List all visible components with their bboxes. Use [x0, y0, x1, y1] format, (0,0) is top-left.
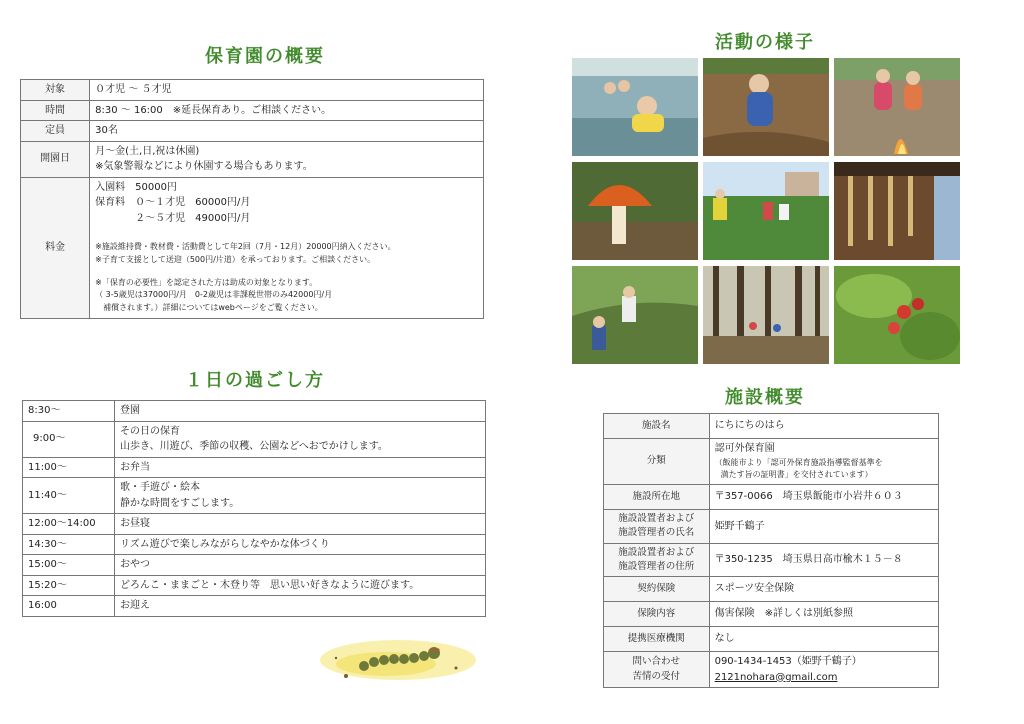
- open-days-note: ※気象警報などにより休園する場合もあります。: [95, 161, 313, 172]
- schedule-activity: [115, 478, 486, 514]
- overview-value: ０才児 ～ ５才児: [90, 80, 484, 101]
- fee-line: ２～５才児 49000円/月: [95, 212, 251, 224]
- activity-photo-grid: [572, 58, 960, 364]
- photo-forest-walk: [572, 266, 698, 364]
- schedule-activity: お昼寝: [115, 514, 486, 535]
- schedule-time: 12:00～14:00: [23, 514, 115, 535]
- schedule-activity: リズム遊びで楽しみながらしなやかな体づくり: [115, 534, 486, 555]
- photo-bonfire: [834, 58, 960, 156]
- overview-row-target: [21, 80, 484, 101]
- facility-value: 傷害保険 ※詳しくは別紙参照: [709, 602, 938, 627]
- overview-row-capacity: [21, 121, 484, 142]
- photo-field-harvest: [703, 162, 829, 260]
- photo-berries: [834, 266, 960, 364]
- facility-table: [603, 413, 939, 688]
- fee-note: ※「保育の必要性」を認定された方は助成の対象となります。: [95, 277, 318, 287]
- contact-value: [709, 652, 938, 688]
- schedule-title: １日の過ごし方: [185, 370, 325, 391]
- facility-label-line: 施設管理者の住所: [618, 560, 695, 572]
- fee-line: 保育料 ０～１才児 60000円/月: [95, 197, 251, 208]
- schedule-table: [22, 400, 486, 617]
- facility-label: 契約保険: [604, 577, 710, 602]
- facility-value: にちにちのはら: [709, 414, 938, 439]
- fee-value: [90, 177, 484, 318]
- fee-note: ※子育て支援として送迎（500円/片道）を承っております。ご相談ください。: [95, 254, 376, 264]
- schedule-row: [23, 555, 486, 576]
- open-days-line: 月～金(土,日,祝は休園): [95, 145, 200, 157]
- overview-value: [90, 141, 484, 177]
- schedule-activity: [115, 421, 486, 457]
- schedule-activity-line: その日の保育: [120, 425, 180, 437]
- photo-digging: [703, 58, 829, 156]
- facility-value: [709, 439, 938, 485]
- schedule-activity-line: 山歩き、川遊び、季節の収穫、公園などへおでかけします。: [120, 441, 388, 452]
- overview-table: [20, 79, 484, 319]
- schedule-activity: 登園: [115, 401, 486, 422]
- facility-label: 提携医療機関: [604, 627, 710, 652]
- facility-label-line: 施設管理者の氏名: [618, 527, 695, 539]
- overview-row-fee: [21, 177, 484, 318]
- facility-label: 施設名: [604, 414, 710, 439]
- facility-value-line: 認可外保育園: [714, 443, 775, 454]
- schedule-row: [23, 514, 486, 535]
- overview-label: 開園日: [21, 141, 90, 177]
- schedule-activity: おやつ: [115, 555, 486, 576]
- facility-label: [604, 510, 710, 544]
- caterpillar-illustration: [316, 628, 486, 688]
- overview-label: 時間: [21, 100, 90, 121]
- schedule-time: 11:00～: [23, 457, 115, 478]
- schedule-activity: お弁当: [115, 457, 486, 478]
- facility-row: [604, 602, 939, 627]
- photo-river-play: [572, 58, 698, 156]
- schedule-row: [23, 478, 486, 514]
- facility-row: [604, 627, 939, 652]
- fee-note: （ 3-5歳児は37000円/月 0-2歳児は非課税世帯のみ42000円/月: [95, 290, 333, 300]
- photo-woods: [703, 266, 829, 364]
- facility-label-line: 施設設置者および: [618, 513, 695, 525]
- facility-row: [604, 577, 939, 602]
- facility-label: [604, 652, 710, 688]
- facility-row: [604, 414, 939, 439]
- schedule-row: [23, 421, 486, 457]
- schedule-activity: どろんこ・ままごと・木登り等 思い思い好きなように遊びます。: [115, 575, 486, 596]
- schedule-row: [23, 596, 486, 617]
- schedule-activity-line: 静かな時間をすごします。: [120, 497, 240, 509]
- facility-label: 保険内容: [604, 602, 710, 627]
- overview-label: 定員: [21, 121, 90, 142]
- overview-label: 料金: [21, 177, 90, 318]
- facility-title: 施設概要: [725, 387, 805, 408]
- schedule-time: 15:00～: [23, 555, 115, 576]
- schedule-row: [23, 401, 486, 422]
- schedule-row: [23, 457, 486, 478]
- schedule-time: 11:40～: [23, 478, 115, 514]
- overview-value: 30名: [90, 121, 484, 142]
- facility-label: 分類: [604, 439, 710, 485]
- schedule-activity-line: 歌・手遊び・絵本: [120, 482, 200, 493]
- schedule-time: 8:30～: [23, 401, 115, 422]
- overview-label: 対象: [21, 80, 90, 101]
- schedule-row: [23, 534, 486, 555]
- photo-mushroom: [572, 162, 698, 260]
- overview-row-hours: [21, 100, 484, 121]
- facility-label: [604, 543, 710, 577]
- overview-value: 8:30 ～ 16:00 ※延長保育あり。ご相談ください。: [90, 100, 484, 121]
- facility-label: 施設所在地: [604, 485, 710, 510]
- facility-row: [604, 543, 939, 577]
- facility-value: 〒357-0066 埼玉県飯能市小岩井６０３: [709, 485, 938, 510]
- schedule-activity: お迎え: [115, 596, 486, 617]
- schedule-time: 14:30～: [23, 534, 115, 555]
- overview-title: 保育園の概要: [205, 46, 325, 67]
- facility-value: 〒350-1235 埼玉県日高市楡木１５－８: [709, 543, 938, 577]
- facility-value: なし: [709, 627, 938, 652]
- facility-row: [604, 510, 939, 544]
- facility-note: 満たす旨の証明書」を交付されています）: [720, 470, 873, 480]
- activities-title: 活動の様子: [715, 32, 815, 53]
- fee-note: ※施設維持費・教材費・活動費として年2回（7月・12月）20000円納入ください。: [95, 242, 396, 251]
- contact-phone: 090-1434-1453（姫野千鶴子）: [714, 656, 862, 668]
- schedule-row: [23, 575, 486, 596]
- overview-row-open-days: [21, 141, 484, 177]
- schedule-time: 15:20～: [23, 575, 115, 596]
- facility-row: [604, 439, 939, 485]
- facility-label-line: 苦情の受付: [632, 670, 681, 682]
- facility-value: スポーツ安全保険: [709, 577, 938, 602]
- facility-row-contact: [604, 652, 939, 688]
- schedule-time: 9:00～: [23, 421, 115, 457]
- facility-label-line: 施設設置者および: [618, 546, 695, 558]
- fee-note: 補償されます。）詳細についてはwebページをご覧ください。: [95, 303, 323, 313]
- facility-label-line: 問い合わせ: [632, 656, 681, 668]
- facility-note: （飯能市より「認可外保育施設指導監督基準を: [714, 457, 883, 467]
- photo-dried-persimmons: [834, 162, 960, 260]
- facility-row: [604, 485, 939, 510]
- facility-value: 姫野千鶴子: [709, 510, 938, 544]
- schedule-time: 16:00: [23, 596, 115, 617]
- fee-line: 入園料 50000円: [95, 181, 177, 193]
- contact-email-link[interactable]: 2121nohara@gmail.com: [714, 671, 838, 683]
